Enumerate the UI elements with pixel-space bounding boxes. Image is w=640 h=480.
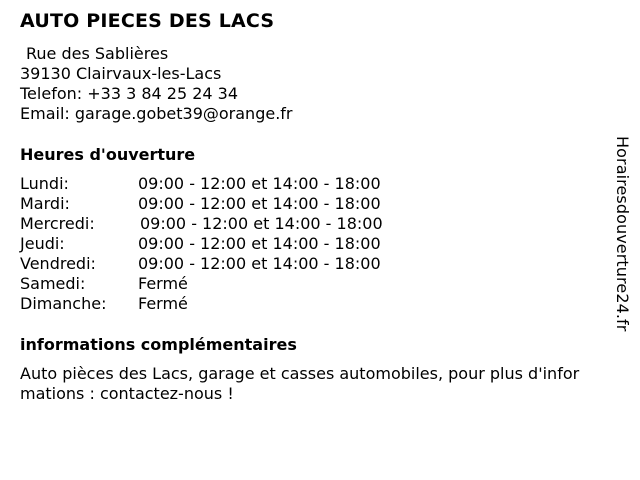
email-address: Email: garage.gobet39@orange.fr: [20, 104, 293, 123]
info-heading: informations complémentaires: [20, 335, 297, 354]
day-label: Mardi:: [20, 194, 70, 213]
day-label: Lundi:: [20, 174, 69, 193]
hours-heading: Heures d'ouverture: [20, 145, 196, 164]
day-label: Dimanche:: [20, 294, 107, 313]
watermark-container: [612, 136, 634, 346]
hours-value: 09:00 - 12:00 et 14:00 - 18:00: [138, 194, 381, 213]
day-label: Samedi:: [20, 274, 86, 293]
phone-number: Telefon: +33 3 84 25 24 34: [20, 84, 239, 103]
day-label: Vendredi:: [20, 254, 96, 273]
hours-value: 09:00 - 12:00 et 14:00 - 18:00: [138, 174, 381, 193]
hours-value: Fermé: [138, 274, 188, 293]
day-label: Jeudi:: [20, 234, 65, 253]
city-postcode: 39130 Clairvaux-les-Lacs: [20, 64, 222, 83]
street-address: Rue des Sablières: [26, 44, 169, 63]
address-block: [20, 44, 292, 124]
hours-value: 09:00 - 12:00 et 14:00 - 18:00: [140, 214, 383, 233]
hours-value: 09:00 - 12:00 et 14:00 - 18:00: [138, 254, 381, 273]
day-label: Mercredi:: [20, 214, 95, 233]
site-watermark: Horairesdouverture24.fr: [613, 136, 632, 332]
hours-value: Fermé: [138, 294, 188, 313]
business-name: AUTO PIECES DES LACS: [20, 10, 275, 32]
hours-value: 09:00 - 12:00 et 14:00 - 18:00: [138, 234, 381, 253]
info-text: Auto pièces des Lacs, garage et casses automobiles, pour plus d'informations : contactez-nous !: [20, 364, 580, 403]
